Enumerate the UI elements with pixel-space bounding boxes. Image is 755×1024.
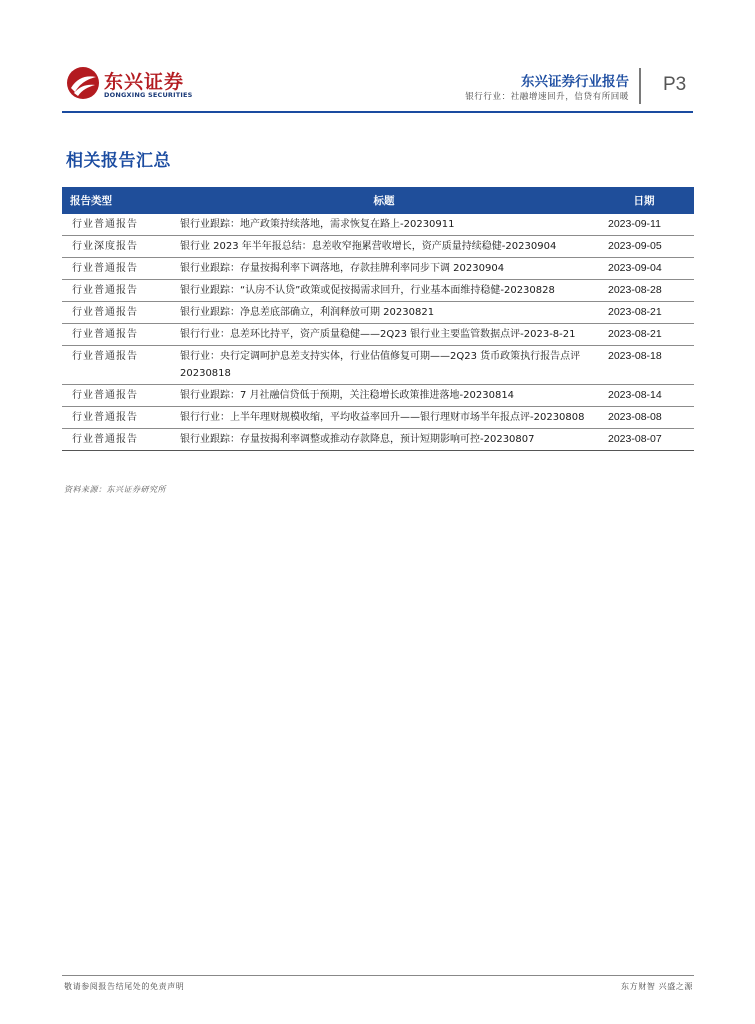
footer-slogan: 东方财智 兴盛之源 bbox=[621, 982, 693, 991]
report-subtitle: 银行行业：社融增速回升，信贷有所回暖 bbox=[465, 92, 629, 102]
table-row bbox=[62, 324, 694, 346]
table-row bbox=[62, 429, 694, 451]
table-row bbox=[62, 280, 694, 302]
dongxing-logo-icon bbox=[66, 66, 100, 100]
table-row bbox=[62, 385, 694, 407]
cell-date: 2023-08-07 bbox=[594, 429, 694, 451]
header-rule bbox=[62, 111, 693, 113]
table-row bbox=[62, 346, 694, 385]
section-title: 相关报告汇总 bbox=[66, 151, 171, 171]
cell-type: 行业普通报告 bbox=[62, 407, 174, 429]
cell-title: 银行业跟踪：“认房不认贷”政策或促按揭需求回升，行业基本面维持稳健-20230828 bbox=[174, 280, 594, 302]
cell-type: 行业普通报告 bbox=[62, 258, 174, 280]
cell-date: 2023-08-28 bbox=[594, 280, 694, 302]
column-header-title: 标题 bbox=[174, 187, 594, 214]
report-title: 东兴证券行业报告 bbox=[521, 74, 629, 90]
cell-type: 行业深度报告 bbox=[62, 236, 174, 258]
cell-type: 行业普通报告 bbox=[62, 324, 174, 346]
logo-text-en: DONGXING SECURITIES bbox=[104, 91, 193, 99]
column-header-date: 日期 bbox=[594, 187, 694, 214]
cell-title: 银行业：央行定调呵护息差支持实体，行业估值修复可期——2Q23 货币政策执行报告点评 20230818 bbox=[174, 346, 594, 385]
cell-title: 银行业跟踪：存量按揭利率调整或推动存款降息，预计短期影响可控-20230807 bbox=[174, 429, 594, 451]
table-row bbox=[62, 258, 694, 280]
cell-date: 2023-08-21 bbox=[594, 324, 694, 346]
cell-type: 行业普通报告 bbox=[62, 214, 174, 236]
cell-date: 2023-09-04 bbox=[594, 258, 694, 280]
cell-title: 银行业跟踪：存量按揭利率下调落地，存款挂牌利率同步下调 20230904 bbox=[174, 258, 594, 280]
column-header-type: 报告类型 bbox=[62, 187, 174, 214]
table-row bbox=[62, 302, 694, 324]
company-logo bbox=[66, 66, 246, 102]
page-header bbox=[0, 0, 755, 118]
cell-type: 行业普通报告 bbox=[62, 346, 174, 385]
cell-date: 2023-08-21 bbox=[594, 302, 694, 324]
cell-title: 银行业跟踪：7 月社融信贷低于预期，关注稳增长政策推进落地-20230814 bbox=[174, 385, 594, 407]
table-row bbox=[62, 236, 694, 258]
header-divider bbox=[639, 68, 641, 104]
cell-title: 银行业跟踪：地产政策持续落地，需求恢复在路上-20230911 bbox=[174, 214, 594, 236]
footer-rule bbox=[62, 975, 694, 976]
cell-date: 2023-08-14 bbox=[594, 385, 694, 407]
footer-disclaimer: 敬请参阅报告结尾处的免责声明 bbox=[64, 982, 185, 991]
cell-title: 银行行业：上半年理财规模收缩，平均收益率回升——银行理财市场半年报点评-20230808 bbox=[174, 407, 594, 429]
page-number: P3 bbox=[663, 74, 687, 95]
table-row bbox=[62, 214, 694, 236]
cell-type: 行业普通报告 bbox=[62, 280, 174, 302]
cell-type: 行业普通报告 bbox=[62, 302, 174, 324]
table-row bbox=[62, 407, 694, 429]
cell-date: 2023-09-11 bbox=[594, 214, 694, 236]
cell-date: 2023-08-08 bbox=[594, 407, 694, 429]
cell-title: 银行业 2023 年半年报总结：息差收窄拖累营收增长，资产质量持续稳健-20230904 bbox=[174, 236, 594, 258]
logo-text-cn: 东兴证券 bbox=[104, 71, 185, 93]
cell-date: 2023-08-18 bbox=[594, 346, 694, 385]
related-reports-table bbox=[62, 187, 694, 451]
cell-date: 2023-09-05 bbox=[594, 236, 694, 258]
cell-title: 银行业跟踪：净息差底部确立，利润释放可期 20230821 bbox=[174, 302, 594, 324]
cell-title: 银行行业：息差环比持平，资产质量稳健——2Q23 银行业主要监管数据点评-2023-8-21 bbox=[174, 324, 594, 346]
data-source-note: 资料来源：东兴证券研究所 bbox=[64, 485, 166, 494]
cell-type: 行业普通报告 bbox=[62, 385, 174, 407]
cell-type: 行业普通报告 bbox=[62, 429, 174, 451]
table-header-row bbox=[62, 187, 694, 214]
